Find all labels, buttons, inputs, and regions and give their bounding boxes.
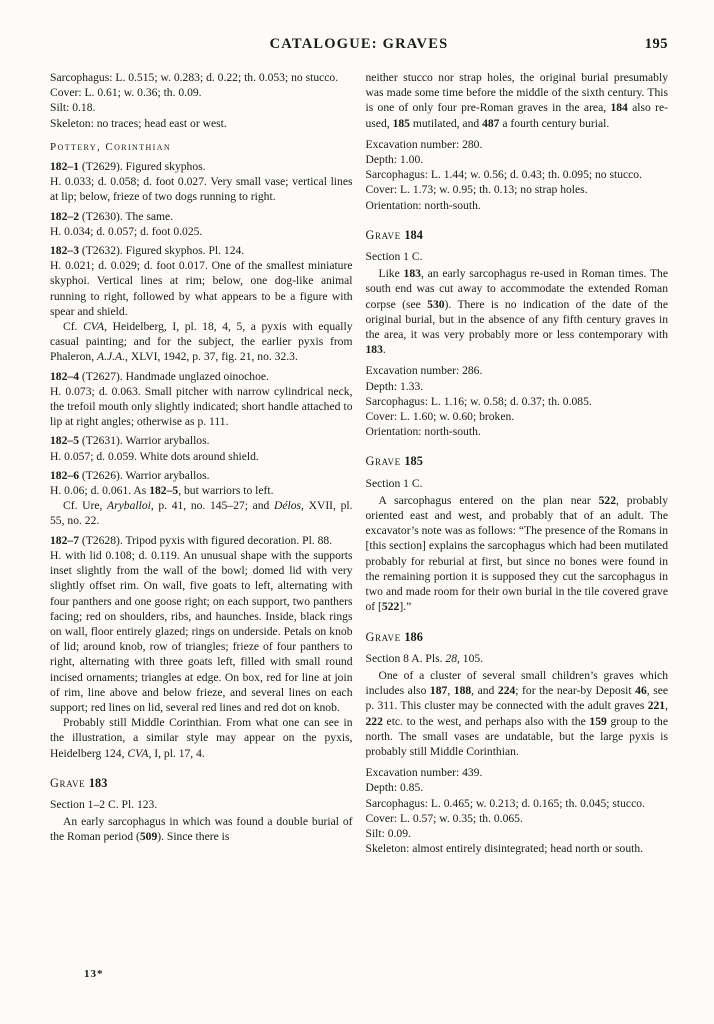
measurement-line: Skeleton: almost entirely disintegrated; head north or south. [365, 842, 644, 856]
grave-paragraph: One of a cluster of several small children’s graves which includes also 187, 188, and 224; for the near-by Deposit 46, see p. 311. This cluster may be connected with the adult graves 221, 222 etc. to the west, and perhaps also with the 159 group to the north. The small vases are undatable, but the large pyxis is probably still Middle Corinthian. [365, 668, 669, 758]
measurement-line: Depth: 1.33. [365, 379, 424, 393]
grave-heading-183: Grave 183 [50, 775, 108, 790]
text-columns [50, 70, 668, 856]
page-number: 195 [644, 36, 668, 52]
catalogue-entry-182-5: 182–5 (T2631). Warrior aryballos. [50, 434, 210, 448]
measurement-line: Cover: L. 0.61; w. 0.36; th. 0.09. [50, 86, 202, 100]
measurement-line: Excavation number: 439. [365, 766, 483, 780]
section-line: Section 1 C. [365, 476, 423, 490]
catalogue-entry-182-2: 182–2 (T2630). The same. [50, 209, 174, 223]
catalogue-entry-182-6: 182–6 (T2626). Warrior aryballos. [50, 468, 210, 482]
grave-paragraph: An early sarcophagus in which was found a double burial of the Roman period (509). Since there is [50, 815, 353, 844]
measurement-line: Excavation number: 280. [365, 137, 483, 151]
measurement-line: Silt: 0.09. [365, 826, 411, 840]
grave-paragraph: Like 183, an early sarcophagus re-used in Roman times. The south end was cut away to accommodate the extended Roman corpse (see 530). There is no indication of the date of the original burial, but in the absence of any fifth century graves in the area, it was very probably more or less contemporary with 183. [365, 267, 668, 357]
grave-paragraph: A sarcophagus entered on the plan near 522, probably oriented east and west, and probably that of an adult. The excavator’s note was as follows: “The presence of the Romans in [this section] explains the sarcophagus which had been mutilated probably for reburial at first, but since no bones were found in the remaining portion it is supposed they cut the sarcophagus in two and made room for their own burial in the tile covered grave of [522].” [365, 493, 669, 614]
description-paragraph: H. 0.06; d. 0.061. As 182–5, but warriors to left. [50, 484, 274, 498]
description-paragraph: H. 0.057; d. 0.059. White dots around shield. [50, 449, 259, 463]
measurement-line: Cover: L. 1.73; w. 0.95; th. 0.13; no strap holes. [365, 183, 588, 197]
reference-paragraph: Cf. CVA, Heidelberg, I, pl. 18, 4, 5, a pyxis with equally casual painting; and for the subject, the earlier pyxis from Phaleron, A.J.A., XLVI, 1942, p. 37, fig. 21, no. 32.3. [50, 320, 353, 364]
pottery-heading: Pottery, Corinthian [50, 140, 172, 153]
grave-heading-184: Grave 184 [365, 227, 423, 242]
right-column [366, 70, 669, 856]
description-paragraph: H. 0.021; d. 0.029; d. foot 0.017. One of the smallest miniature skyphoi. Vertical lines at rim; below, one dog-like animal running to right, followed by what appears to be a figure with spear and shield. [50, 259, 353, 318]
description-paragraph: H. 0.033; d. 0.058; d. foot 0.027. Very small vase; vertical lines at lip; below, frieze of two dogs running to right. [50, 175, 353, 204]
catalogue-entry-182-4: 182–4 (T2627). Handmade unglazed oinochoe. [50, 369, 269, 383]
measurement-line: Cover: L. 0.57; w. 0.35; th. 0.065. [365, 811, 523, 825]
measurement-line: Depth: 0.85. [365, 781, 424, 795]
measurement-line: Sarcophagus: L. 0.515; w. 0.283; d. 0.22; th. 0.053; no stucco. [50, 71, 339, 84]
measurement-line: Skeleton: no traces; head east or west. [50, 116, 227, 130]
left-column [50, 70, 353, 856]
catalogue-entry-182-7: 182–7 (T2628). Tripod pyxis with figured decoration. Pl. 88. [50, 533, 333, 547]
catalogue-entry-182-3: 182–3 (T2632). Figured skyphos. Pl. 124. [50, 244, 245, 258]
description-paragraph: H. 0.073; d. 0.063. Small pitcher with narrow cylindrical neck, the trefoil mouth only slightly indicated; short handle attached to lip at right angles; otherwise as p. 111. [50, 384, 353, 429]
grave-heading-185: Grave 185 [365, 454, 423, 469]
catalogue-entry-182-1: 182–1 (T2629). Figured skyphos. [50, 160, 206, 174]
measurement-line: Orientation: north-south. [365, 198, 481, 212]
description-paragraph: H. with lid 0.108; d. 0.119. An unusual shape with the supports inset slightly from the wall of the bowl; domed lid with very slightly offset rim. On wall, five goats to left, alternating with four panthers and one goose right; on each support, two panthers facing; red on shoulders, ribs, and haunches. Inside, black rings on wall, floor entirely glazed; rings on underside. Petals on knob of lid; around knob, row of triangles; frieze of four panthers to right, alternating with three goats left, filled with small round incised ornaments; triangles at edge. On box, red for line at join of rim, line above and below frieze, and several lines on each support; red lines on lid, several red lines and red dot on knob. [50, 548, 353, 714]
section-line: Section 8 A. Pls. 28, 105. [365, 651, 484, 665]
measurement-line: Depth: 1.00. [365, 153, 424, 167]
running-head [50, 36, 668, 56]
measurement-line: Silt: 0.18. [50, 101, 96, 115]
description-paragraph: H. 0.034; d. 0.057; d. foot 0.025. [50, 224, 203, 238]
measurement-line: Cover: L. 1.60; w. 0.60; broken. [365, 410, 515, 424]
grave-paragraph: neither stucco nor strap holes, the original burial presumably was made some time before the middle of the sixth century. This is one of only four pre-Roman graves in the area, 184 also re-used, 185 mutilated, and 487 a fourth century burial. [365, 71, 668, 130]
measurement-line: Excavation number: 286. [365, 364, 483, 378]
section-line: Section 1–2 C. Pl. 123. [50, 797, 158, 811]
measurement-line: Sarcophagus: L. 1.44; w. 0.56; d. 0.43; th. 0.095; no stucco. [365, 168, 643, 182]
section-line: Section 1 C. [365, 250, 423, 264]
grave-heading-186: Grave 186 [365, 629, 423, 644]
reference-paragraph: Cf. Ure, Aryballoi, p. 41, no. 145–27; and Délos, XVII, pl. 55, no. 22. [50, 499, 353, 528]
page-title: CATALOGUE: GRAVES [269, 36, 449, 52]
measurement-line: Orientation: north-south. [365, 425, 481, 439]
measurement-line: Sarcophagus: L. 0.465; w. 0.213; d. 0.165; th. 0.045; stucco. [365, 796, 645, 810]
printers-signature: 13* [84, 968, 104, 980]
measurement-line: Sarcophagus: L. 1.16; w. 0.58; d. 0.37; th. 0.085. [365, 394, 592, 408]
comment-paragraph: Probably still Middle Corinthian. From what one can see in the illustration, a similar style may appear on the pyxis, Heidelberg 124, CVA, I, pl. 17, 4. [50, 716, 353, 760]
